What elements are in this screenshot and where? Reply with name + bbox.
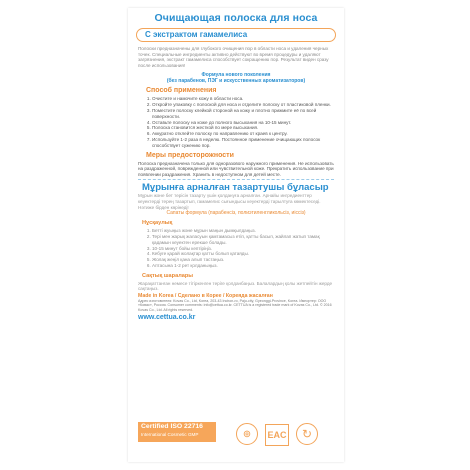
kz-usage-heading: Нұсқаулық: [142, 220, 173, 227]
formula-subtitle: (без парабенов, ПЭГ и искусственных ароматизаторов): [166, 78, 306, 85]
made-in-line: Made in Korea / Сделано в Корее / Кореяда жасалған: [138, 292, 273, 299]
formula-title: Формула нового поколения: [201, 72, 271, 79]
kz-formula: Сапаты формула (парабенсіз, полиэтиленгликольсіз, иіссіз): [166, 210, 306, 217]
usage-heading: Способ применения: [146, 87, 217, 95]
iso-certificate-badge: [138, 422, 216, 442]
list-item: 2. Терi мен жарық жаласуын қамтамасыз етіп, қатты басып, жайлап жатып тамақ қадамын кеуектен ерекше болады.: [152, 234, 334, 246]
usage-steps: [142, 96, 334, 148]
kz-caution-heading: Сақтық шаралары: [142, 272, 194, 279]
subtitle-badge: С экстрактом гамамелиса: [136, 28, 336, 42]
kz-usage-steps: [142, 228, 334, 269]
intro-text: Полоски предназначены для глубокого очищения пор в области носа и удаления черных точек. Специальные ингредиенты активно действуют во время процедуры и удаляют загрязнения, экстракт гамамелиса способствует сокращению пор. Результат виден сразу после использования!: [138, 46, 329, 68]
list-item: 1. Бетті жуыңыз және мұрын маңын дымқылдаңыз.: [152, 228, 334, 234]
precautions-text: Полоска предназначена только для одноразового наружного применения. Не использовать на раздраженной, поврежденной или чувствительной коже. Прекратить использование при появлении раздражения. Хранить в недоступном для детей месте.: [138, 160, 334, 177]
list-item: 4. Оставьте полоску на коже до полного высыхания на 10-15 минут.: [152, 120, 334, 126]
fine-print: Адрес изготовителя: Kovas Co., Ltd, Korea, 203-43 Inchon-ro, Paju-city, Gyeonggi-Province, Korea. Импортер: ООО «Ковас», Россия. Consumer comments: info@cettua.co.kr. CETTUA is a registered trade mark of Kovas Co., Ltd. © 2016 Kovas Co., Ltd. All rights reserved.: [138, 298, 332, 312]
list-item: 5. Полоска становится жесткой по мере высыхания.: [152, 125, 334, 131]
product-label-sheet: [128, 8, 344, 462]
list-item: 2. Откройте упаковку с полоской для носа и отделите полоску от пластиковой пленки.: [152, 102, 334, 108]
list-item: 4. Кебуге қарай жолақтар қатты болып қатаяды.: [152, 251, 334, 257]
recycle-icon: ↻: [296, 423, 318, 445]
list-item: 6. Аптасына 1-2 рет қолданыңыз.: [152, 263, 334, 269]
cosmetic-jar-icon: ◎: [236, 423, 258, 445]
precautions-heading: Меры предосторожности: [146, 151, 234, 159]
kz-title: Мұрынға арналған тазартушы бұласыр: [142, 182, 329, 194]
list-item: 7. Используйте 1-2 раза в неделю. Постоянное применение очищающих полосок способствует сужению пор.: [152, 137, 334, 149]
list-item: 6. Аккуратно отклейте полоску по направлению от краев к центру.: [152, 131, 334, 137]
list-item: 3. Поместите полоску клейкой стороной на кожу и плотно прижмите её по всей поверхности.: [152, 108, 334, 120]
list-item: 5. Жолақ жеңіл қана алып тастаңыз.: [152, 257, 334, 263]
website-url: www.cettua.co.kr: [138, 314, 196, 322]
eac-mark: EAC: [265, 424, 289, 446]
list-item: 3. 10-15 минут бойы кептіріңіз.: [152, 246, 334, 252]
kz-intro: Мұрын және бет терісін тазарту үшін қолдануға арналған. Арнайы ингредиенттер кеуектерді терең тазартып, гамамелис сығындысы кеуектерді тарылтуға көмектеседі. Нәтиже бірден көрінеді!: [138, 193, 321, 210]
cert-line1: Certified ISO 22716: [141, 423, 203, 430]
compliance-logos: [236, 423, 318, 446]
product-title: Очищающая полоска для носа: [154, 12, 318, 24]
kz-caution-text: Жарақаттанған немесе тітіркенген теріге қолданбаңыз. Балалардың қолы жетпейтін жерде сақтаңыз.: [138, 280, 333, 292]
list-item: 1. Очистите и намочите кожу в области носа.: [152, 96, 334, 102]
cert-line2: International Cosmetic GMP: [141, 432, 199, 437]
section-divider: [138, 179, 334, 180]
